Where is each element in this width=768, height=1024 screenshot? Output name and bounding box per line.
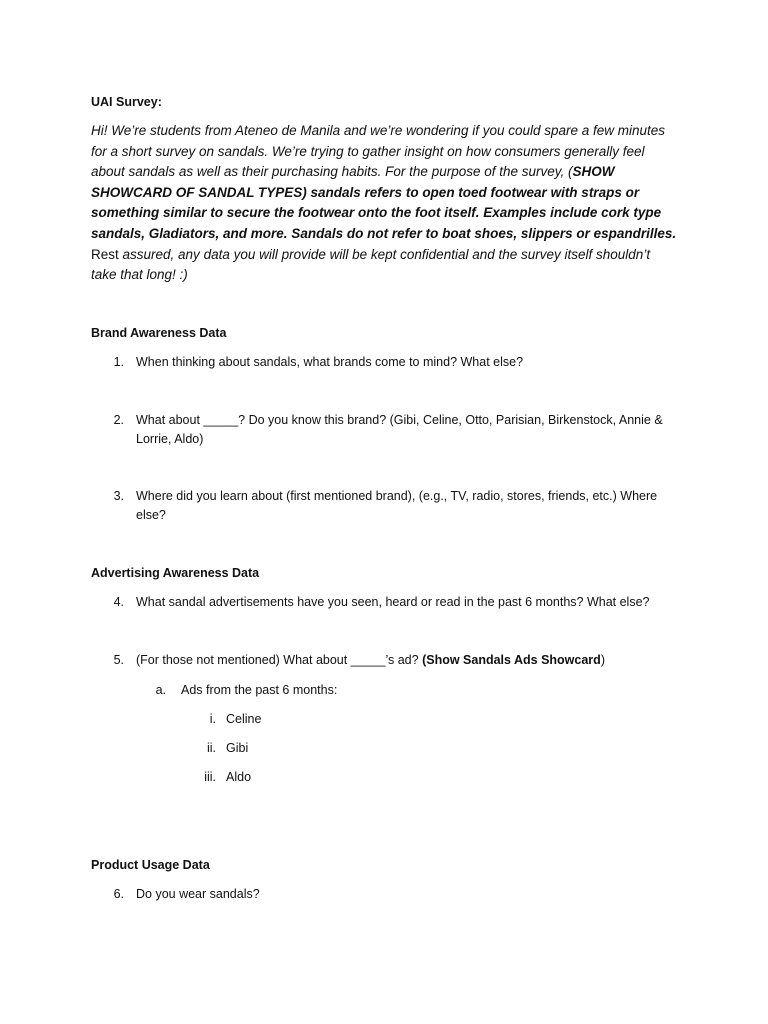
list-item-number: iii. xyxy=(204,770,216,784)
question-5-text: (For those not mentioned) What about _____’s ad? xyxy=(136,653,423,667)
question-1: When thinking about sandals, what brands come to mind? What else? xyxy=(136,355,524,369)
question-5-emphasis: (Show Sandals Ads Showcard xyxy=(422,653,601,667)
intro-line xyxy=(91,203,691,224)
intro-line: for a short survey on sandals. We’re trying to gather insight on how consumers generally feel xyxy=(91,143,645,159)
sub-item-number: a. xyxy=(155,683,166,697)
question-5-close: ) xyxy=(600,653,605,667)
question-number: 4. xyxy=(113,595,124,609)
question-2-line-2: Lorrie, Aldo) xyxy=(136,432,204,446)
list-item: Gibi xyxy=(226,741,249,755)
intro-line xyxy=(91,162,691,183)
question-2-line-1: What about _____? Do you know this brand? (Gibi, Celine, Otto, Parisian, Birkenstock, Annie & xyxy=(136,413,663,427)
intro-line: Hi! We’re students from Ateneo de Manila and we’re wondering if you could spare a few minutes xyxy=(91,123,666,138)
intro-paragraph xyxy=(91,121,691,286)
intro-line xyxy=(91,224,691,245)
intro-emphasis: sandals refers to open toed footwear with straps or xyxy=(306,184,640,200)
intro-emphasis: something similar to secure the footwear onto the foot itself. Examples include cork type xyxy=(91,205,662,221)
intro-text: assured, any data you will provide will be kept confidential and the survey itself shouldn’t xyxy=(118,246,651,262)
question-number: 6. xyxy=(113,887,124,901)
intro-text: Rest xyxy=(91,246,119,262)
question-6: Do you wear sandals? xyxy=(136,887,260,901)
intro-emphasis: sandals, Gladiators, and more. Sandals do not refer to boat shoes, slippers or espandrilles. xyxy=(91,225,677,241)
intro-emphasis: SHOWCARD OF SANDAL TYPES) xyxy=(91,184,307,200)
list-item: Aldo xyxy=(226,770,252,784)
question-3-line-1: Where did you learn about (first mentioned brand), (e.g., TV, radio, stores, friends, etc.) Where xyxy=(136,489,658,503)
intro-line xyxy=(91,245,691,266)
intro-line xyxy=(91,183,691,204)
section-heading-advertising: Advertising Awareness Data xyxy=(91,566,260,580)
question-number: 3. xyxy=(113,489,124,503)
question-number: 2. xyxy=(113,413,124,427)
sub-item-a: Ads from the past 6 months: xyxy=(181,683,338,697)
section-heading-usage: Product Usage Data xyxy=(91,858,210,872)
list-item: Celine xyxy=(226,712,262,726)
list-item-number: i. xyxy=(209,712,216,726)
intro-emphasis: SHOW xyxy=(572,164,615,180)
question-number: 5. xyxy=(113,653,124,667)
question-5 xyxy=(136,653,605,667)
list-item-number: ii. xyxy=(206,741,216,755)
section-heading-brand: Brand Awareness Data xyxy=(91,326,227,340)
document-title: UAI Survey: xyxy=(91,95,162,109)
question-3-line-2: else? xyxy=(136,508,166,522)
intro-line: take that long! :) xyxy=(91,267,188,283)
intro-text: about sandals as well as their purchasing habits. For the purpose of the survey, ( xyxy=(91,164,573,180)
question-number: 1. xyxy=(113,355,124,369)
question-4: What sandal advertisements have you seen, heard or read in the past 6 months? What else? xyxy=(136,595,650,609)
